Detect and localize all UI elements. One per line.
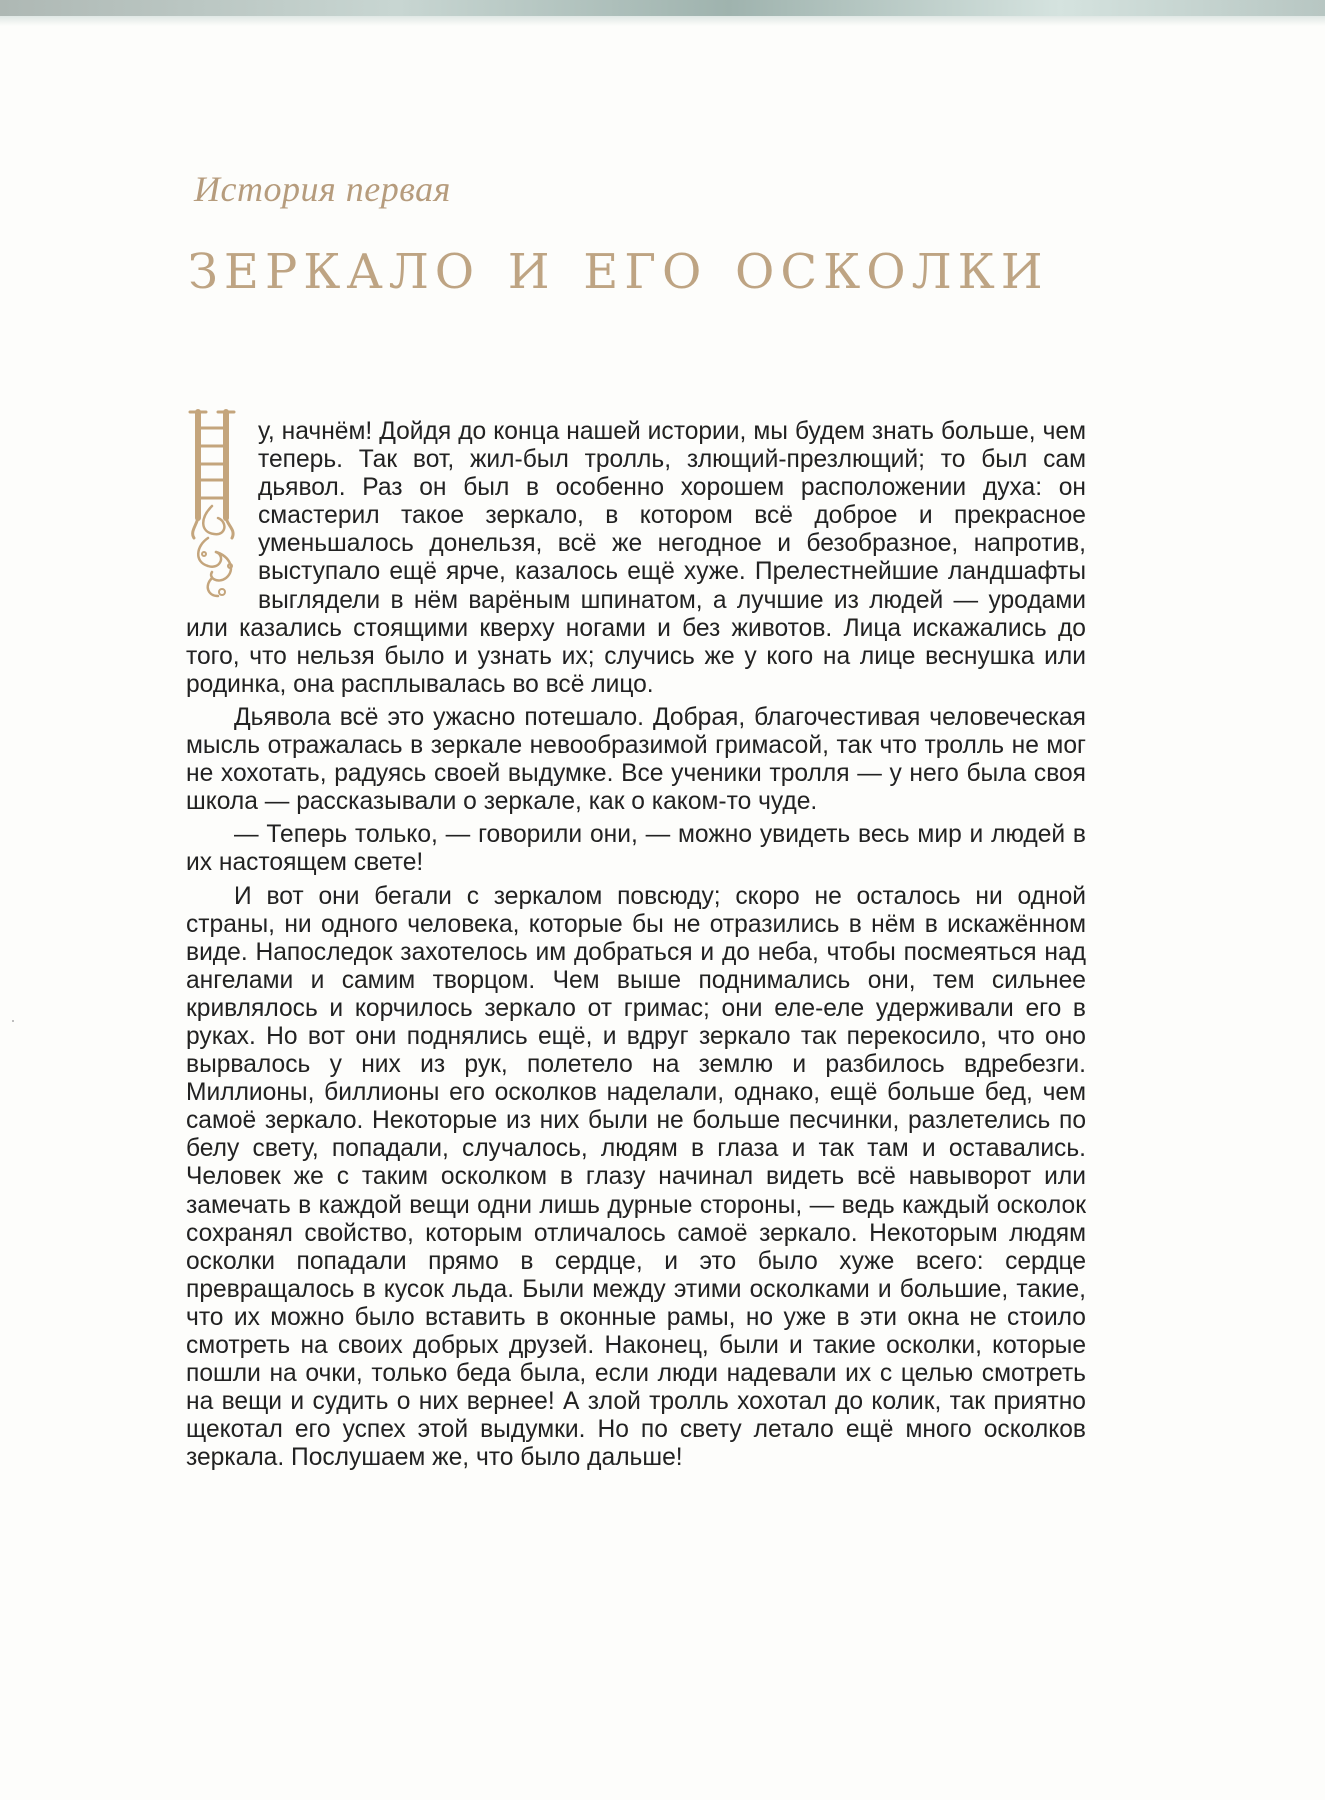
scan-speck xyxy=(12,1020,14,1022)
ornamental-letter-icon xyxy=(186,406,248,602)
drop-cap xyxy=(186,406,248,602)
top-image-strip-fade xyxy=(0,16,1325,26)
paragraph-4: И вот они бегали с зеркалом повсюду; скоро не осталось ни одной страны, ни одного человека, которые бы не отразились в нём в искажённом виде. Напоследок захотелось им добраться и до неба, чтобы посмеяться над ангелами и самим творцом. Чем выше поднимались они, тем сильнее кривлялось и корчилось зеркало от гримас; они еле-еле удерживали его в руках. Но вот они поднялись ещё, и вдруг зеркало так перекосило, что оно вырвалось у них из рук, полетело на землю и разбилось вдребезги. Миллионы, биллионы его осколков наделали, однако, ещё больше бед, чем самоё зеркало. Некоторые из них были не больше песчинки, разлетелись по белу свету, попадали, случалось, людям в глаза и так там и оставались. Человек же с таким осколком в глазу начинал видеть всё навыворот или замечать в каждой вещи одни лишь дурные стороны, — ведь каждый осколок сохранял свойство, которым отличалось самоё зеркало. Некоторым людям осколки попадали прямо в сердце, и это было хуже всего: сердце превращалось в кусок льда. Были между этими осколками и большие, такие, что их можно было вставить в оконные рамы, но уже в эти окна не стоило смотреть на своих добрых друзей. Наконец, были и такие осколки, которые пошли на очки, только беда была, если люди надевали их с целью смотреть на вещи и судить о них вернее! А злой тролль хохотал до колик, так приятно щекотал его успех этой выдумки. Но по свету летало ещё много осколков зеркала. Послушаем же, что было дальше! xyxy=(186,882,1086,1472)
paragraph-3: — Теперь только, — говорили они, — можно увидеть весь мир и людей в их настоящем свете! xyxy=(186,821,1086,877)
paragraph-2: Дьявола всё это ужасно потешало. Добрая, благочестивая человеческая мысль отражалась в зеркале невообразимой гримасой, так что тролль не мог не хохотать, радуясь своей выдумке. Все ученики тролля — у него была своя школа — рассказывали о зеркале, как о каком-то чуде. xyxy=(186,703,1086,816)
top-image-strip xyxy=(0,0,1325,16)
chapter-subtitle: История первая xyxy=(194,169,451,209)
paragraph-1 xyxy=(186,418,1086,699)
story-text xyxy=(186,418,1086,1477)
chapter-title: зеркало и его осколки xyxy=(188,226,1049,305)
paragraph-1-text: у, начнём! Дойдя до конца нашей истории, мы будем знать больше, чем теперь. Так вот, жил-был тролль, злющий-презлющий; то был сам дьявол. Раз он был в особенно хорошем расположении духа: он смастерил такое зеркало, в котором всё доброе и прекрасное уменьшалось донельзя, всё же негодное и безобразное, напротив, выступало ещё ярче, казалось ещё хуже. Прелестнейшие ландшафты выглядели в нём варёным шпинатом, а лучшие из людей — уродами или казались стоящими кверху ногами и без животов. Лица искажались до того, что нельзя было и узнать их; случись же у кого на лице веснушка или родинка, она расплывалась во всё лицо. xyxy=(186,418,1086,698)
